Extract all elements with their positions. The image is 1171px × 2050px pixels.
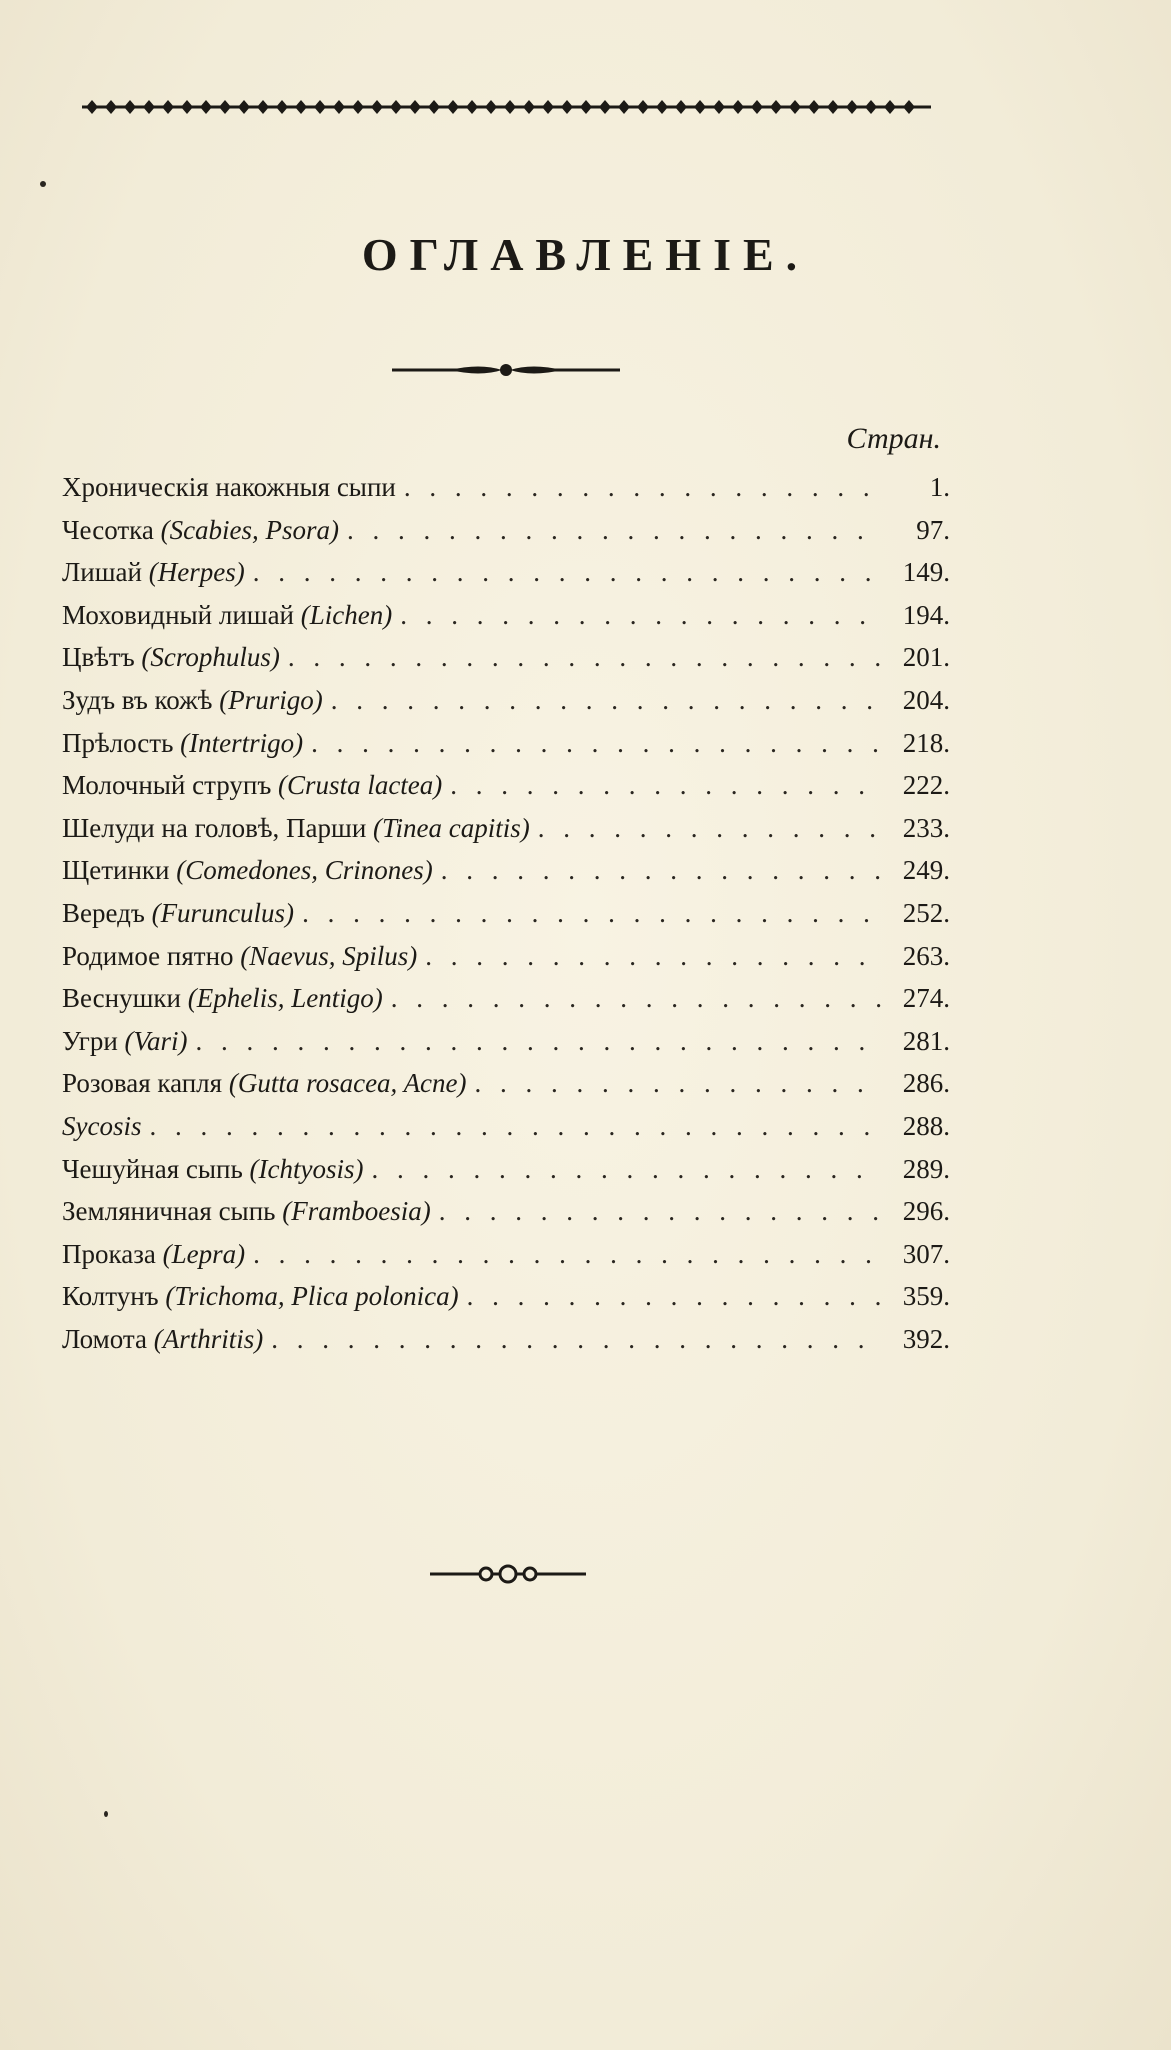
toc-entry-russian-name: Колтунъ: [62, 1281, 166, 1312]
ornament-diamond: [295, 100, 307, 114]
ornament-diamond: [257, 100, 269, 114]
toc-entry-russian-name: Земляничная сыпь: [62, 1196, 283, 1227]
toc-entry: [62, 898, 950, 941]
dot-leader: [441, 855, 882, 886]
ink-speck: [40, 181, 46, 187]
toc-entry-russian-name: Хроническія накожныя сыпи: [62, 472, 396, 502]
toc-entry-page-number: 286.: [902, 1068, 950, 1099]
toc-entry: [62, 1154, 950, 1197]
dot-leader: [400, 600, 882, 631]
toc-entry: [62, 1324, 950, 1367]
ornament-diamond: [352, 100, 364, 114]
ornament-diamond: [86, 100, 98, 114]
ornament-diamond: [732, 100, 744, 114]
toc-entry-title: [62, 1026, 188, 1057]
toc-entry-title: [62, 941, 417, 972]
toc-entry-title: [62, 728, 303, 759]
toc-entry-page-number: 149.: [902, 557, 950, 588]
toc-entry-page-number: 274.: [902, 983, 950, 1014]
toc-entry-page-number: 281.: [902, 1025, 950, 1056]
dot-leader: [347, 515, 882, 546]
top-ornament-border: [78, 92, 935, 122]
ornament-diamond: [333, 100, 345, 114]
toc-entry-title: [62, 685, 323, 716]
toc-entry: [62, 1026, 950, 1069]
toc-entry-page-number: 359.: [902, 1281, 950, 1312]
ornament-diamond: [238, 100, 250, 114]
bottom-ornament: [428, 1562, 588, 1586]
dot-leader: [288, 642, 882, 673]
toc-entry: [62, 557, 950, 600]
toc-entry-russian-name: Моховидный лишай: [62, 599, 301, 630]
toc-entry-page-number: 296.: [902, 1196, 950, 1227]
toc-entry: [62, 1111, 950, 1154]
toc-entry-latin-name: Sycosis: [62, 1110, 142, 1141]
ornament-diamond: [637, 100, 649, 114]
toc-entry-page-number: 288.: [902, 1110, 950, 1141]
toc-entry-russian-name: Вередъ: [62, 897, 152, 928]
toc-entry: [62, 1281, 950, 1324]
toc-entry-latin-name: (Gutta rosacea, Acne): [228, 1068, 467, 1099]
toc-entry-russian-name: Прѣлость: [62, 727, 181, 758]
toc-entry-title: [62, 642, 280, 673]
toc-entry-russian-name: Угри: [62, 1025, 125, 1056]
ornament-diamond: [447, 100, 459, 114]
ornament-diamond: [504, 100, 516, 114]
ornament-diamond: [751, 100, 763, 114]
toc-entry-latin-name: (Lepra): [162, 1238, 246, 1269]
toc-entry-latin-name: (Ephelis, Lentigo): [187, 983, 383, 1014]
ornament-diamond: [428, 100, 440, 114]
ornament-diamond: [865, 100, 877, 114]
ornament-diamond: [181, 100, 193, 114]
ornament-diamond: [390, 100, 402, 114]
toc-entry-latin-name: (Comedones, Crinones): [176, 855, 433, 886]
toc-entry-russian-name: Молочный струпъ: [62, 770, 279, 801]
toc-entry-page-number: 263.: [902, 940, 950, 971]
page-column-header: Стран.: [846, 422, 941, 455]
toc-entry-russian-name: Веснушки: [62, 983, 188, 1014]
ornament-diamond: [542, 100, 554, 114]
dot-leader: [475, 1068, 882, 1099]
toc-entry: [62, 770, 950, 813]
ornament-diamond: [808, 100, 820, 114]
toc-entry-latin-name: (Ichtyosis): [249, 1153, 364, 1184]
toc-entry-title: [62, 557, 245, 588]
ornament-diamond: [675, 100, 687, 114]
toc-entry-russian-name: Проказа: [62, 1238, 163, 1269]
toc-entry-russian-name: Цвѣтъ: [62, 642, 142, 673]
ornament-diamond: [846, 100, 858, 114]
ornament-diamond: [276, 100, 288, 114]
toc-entry: [62, 1068, 950, 1111]
ornament-diamond: [200, 100, 212, 114]
page-title: ОГЛАВЛЕНІЕ.: [361, 229, 810, 280]
toc-entry: [62, 472, 950, 515]
ornament-diamond: [827, 100, 839, 114]
toc-entry-title: [62, 813, 530, 844]
toc-entry-page-number: 222.: [902, 770, 950, 801]
dot-leader: [425, 941, 882, 972]
toc-entry-russian-name: Розовая капля: [62, 1068, 229, 1099]
toc-entry-title: [62, 1154, 363, 1185]
dot-leader: [538, 813, 882, 844]
dot-leader: [371, 1154, 882, 1185]
toc-entry-title: [62, 515, 339, 546]
toc-entry: [62, 642, 950, 685]
toc-entry-page-number: 392.: [902, 1323, 950, 1354]
toc-entry-latin-name: (Naevus, Spilus): [240, 940, 418, 971]
toc-entry-russian-name: Щетинки: [62, 855, 177, 886]
ornament-diamond: [903, 100, 915, 114]
ornament-diamond: [523, 100, 535, 114]
toc-entry: [62, 728, 950, 771]
toc-entry-latin-name: (Furunculus): [151, 897, 295, 928]
toc-entry-page-number: 289.: [902, 1153, 950, 1184]
dot-leader: [439, 1196, 882, 1227]
toc-entry-page-number: 218.: [902, 727, 950, 758]
toc-entry-title: [62, 1281, 459, 1312]
dot-leader: [450, 770, 882, 801]
toc-entry-latin-name: (Crusta lactea): [278, 770, 443, 801]
ink-speck: [104, 1811, 108, 1817]
toc-entry-title: [62, 1196, 431, 1227]
toc-entry-page-number: 194.: [902, 599, 950, 630]
toc-entry-page-number: 97.: [916, 514, 950, 545]
title-divider-ornament: [390, 360, 622, 380]
ornament-diamond: [143, 100, 155, 114]
dot-leader: [253, 557, 882, 588]
toc-entry-russian-name: Шелуди на головѣ, Парши: [62, 812, 374, 843]
dot-leader: [196, 1026, 882, 1057]
toc-entry-russian-name: Ломота: [62, 1323, 154, 1354]
toc-entry-title: [62, 898, 294, 929]
dot-leader: [331, 685, 882, 716]
ornament-diamond: [466, 100, 478, 114]
ornament-diamond: [656, 100, 668, 114]
toc-entry-title: [62, 1324, 263, 1355]
toc-entry-title: [62, 770, 442, 801]
ornament-diamond: [314, 100, 326, 114]
toc-entry-title: [62, 1239, 245, 1270]
toc-entry-latin-name: (Arthritis): [153, 1323, 264, 1354]
toc-entry: [62, 941, 950, 984]
ornament-diamond: [409, 100, 421, 114]
toc-entry-latin-name: (Intertrigo): [180, 727, 304, 758]
toc-entry-russian-name: Чешуйная сыпь: [62, 1153, 250, 1184]
toc-entry-title: [62, 983, 383, 1014]
toc-entry-page-number: 233.: [902, 812, 950, 843]
ornament-diamond: [599, 100, 611, 114]
toc-entry-title: [62, 472, 396, 503]
toc-entry-page-number: 249.: [902, 855, 950, 886]
toc-entry-title: [62, 1068, 467, 1099]
ornament-diamond: [105, 100, 117, 114]
toc-entry-title: [62, 855, 433, 886]
dot-leader: [467, 1281, 882, 1312]
toc-entry-russian-name: Зудъ въ кожѣ: [62, 684, 220, 715]
toc-entry: [62, 600, 950, 643]
toc-entry-latin-name: (Framboesia): [282, 1196, 431, 1227]
ornament-diamond: [694, 100, 706, 114]
toc-entry: [62, 983, 950, 1026]
toc-entry-latin-name: (Prurigo): [219, 684, 323, 715]
toc-entry-latin-name: (Lichen): [300, 599, 393, 630]
toc-entry-title: [62, 1111, 141, 1142]
ornament-diamond: [485, 100, 497, 114]
table-of-contents: [62, 472, 950, 1366]
ornament-diamond: [162, 100, 174, 114]
ornament-diamond: [884, 100, 896, 114]
ornament-diamond: [124, 100, 136, 114]
ornament-diamond: [713, 100, 725, 114]
toc-entry-russian-name: Лишай: [62, 557, 149, 588]
dot-leader: [391, 983, 882, 1014]
dot-leader: [149, 1111, 882, 1142]
toc-entry-page-number: 204.: [902, 684, 950, 715]
toc-entry-latin-name: (Scrophulus): [141, 642, 280, 673]
toc-entry-page-number: 307.: [902, 1238, 950, 1269]
ornament-diamond: [561, 100, 573, 114]
ornament-diamond: [618, 100, 630, 114]
ornament-diamond: [580, 100, 592, 114]
toc-entry-russian-name: Родимое пятно: [62, 940, 241, 971]
toc-entry: [62, 515, 950, 558]
toc-entry-page-number: 1.: [929, 472, 950, 502]
toc-entry-latin-name: (Herpes): [148, 557, 245, 588]
toc-entry: [62, 813, 950, 856]
toc-entry-latin-name: (Scabies, Psora): [160, 514, 340, 545]
toc-entry: [62, 855, 950, 898]
toc-entry: [62, 1239, 950, 1282]
toc-entry: [62, 1196, 950, 1239]
ornament-diamond: [371, 100, 383, 114]
toc-entry-page-number: 201.: [902, 642, 950, 673]
dot-leader: [311, 728, 882, 759]
toc-entry-title: [62, 600, 392, 631]
toc-entry: [62, 685, 950, 728]
toc-entry-latin-name: (Vari): [124, 1025, 188, 1056]
ornament-diamond: [219, 100, 231, 114]
dot-leader: [302, 898, 882, 929]
toc-entry-latin-name: (Trichoma, Plica polonica): [165, 1281, 459, 1312]
toc-entry-russian-name: Чесотка: [62, 514, 161, 545]
ornament-diamond: [770, 100, 782, 114]
toc-entry-latin-name: (Tinea capitis): [373, 812, 530, 843]
toc-entry-page-number: 252.: [902, 897, 950, 928]
dot-leader: [271, 1324, 882, 1355]
dot-leader: [253, 1239, 882, 1270]
ornament-diamond: [789, 100, 801, 114]
dot-leader: [404, 472, 882, 503]
